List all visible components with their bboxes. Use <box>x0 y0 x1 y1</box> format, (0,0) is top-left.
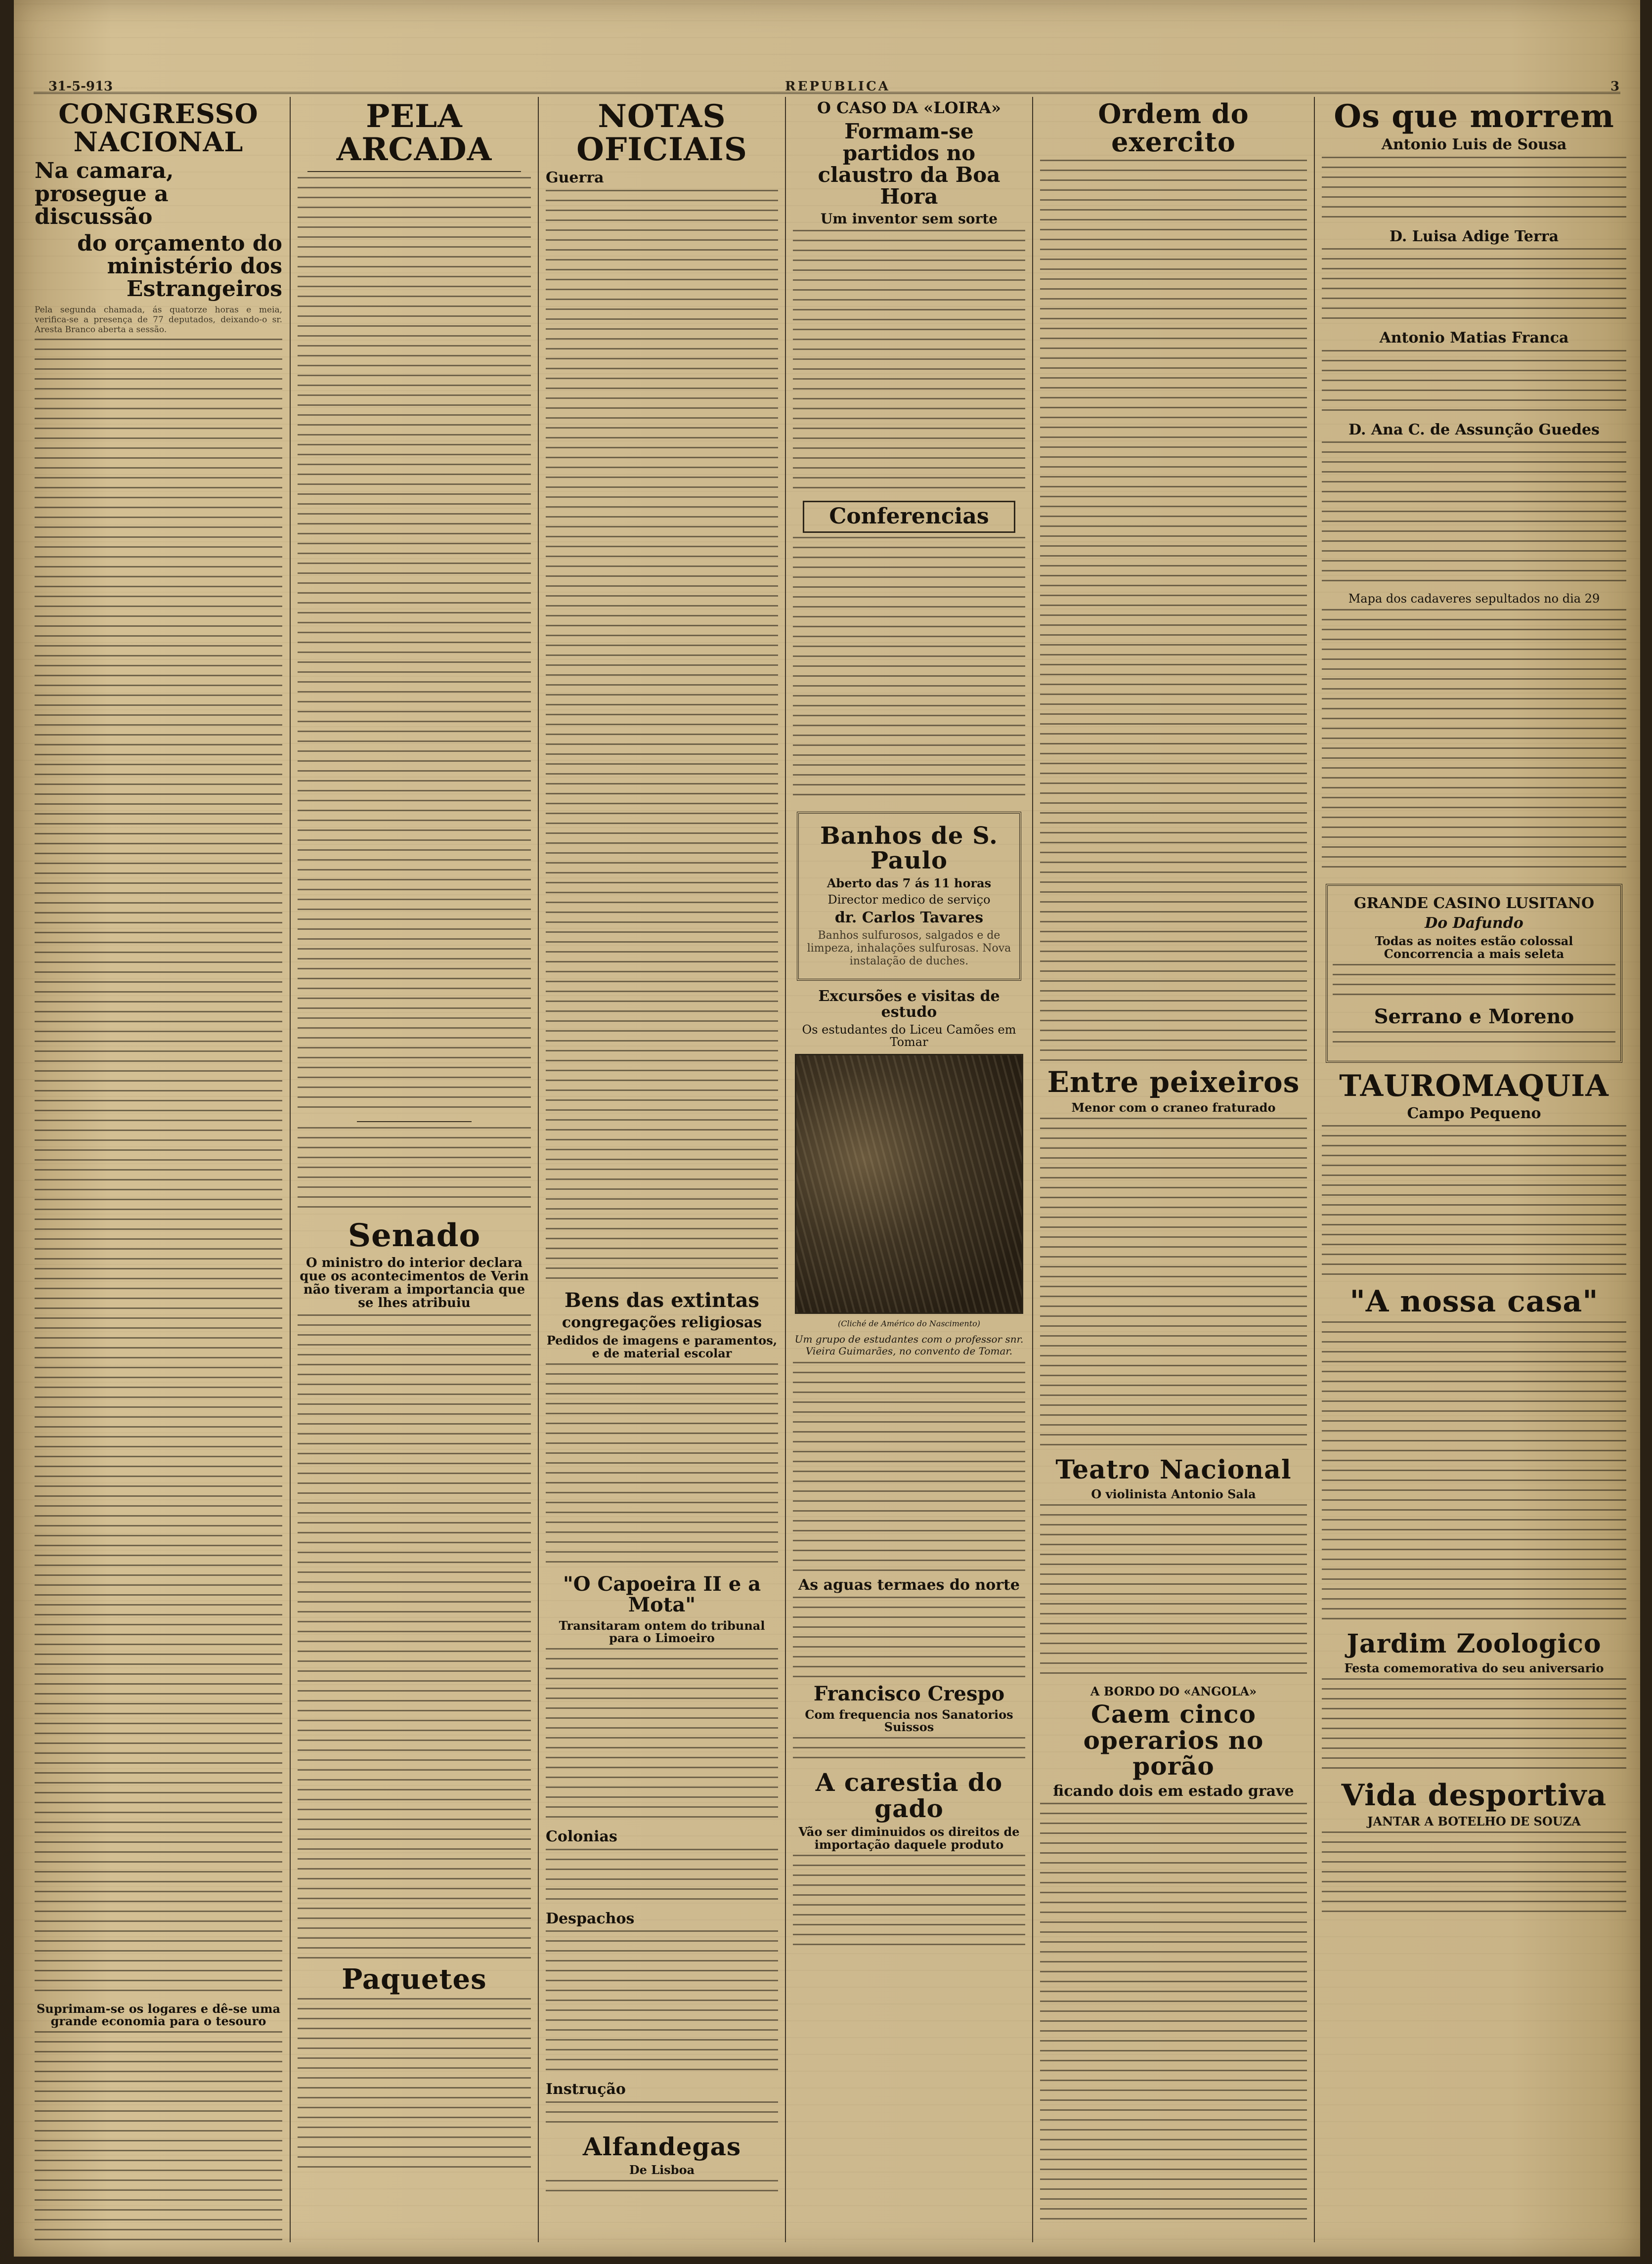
body-text <box>298 1314 531 1962</box>
column-notas-oficiais <box>540 97 784 2242</box>
banhos-hours: Aberto das 7 ás 11 horas <box>826 876 992 891</box>
section-title: CONGRESSO NACIONAL <box>58 98 259 158</box>
tauromaquia-title: TAUROMAQUIA <box>1339 1068 1609 1103</box>
masthead-title: REPUBLICA <box>785 79 890 94</box>
instrucao-heading: Instrução <box>546 2081 626 2098</box>
body-text <box>1322 350 1626 419</box>
body-text <box>1040 1118 1307 1454</box>
body-text <box>1040 1803 1307 2228</box>
carestia-title: A carestia do gado <box>815 1768 1003 1823</box>
column-ordem-exercito <box>1034 97 1313 2242</box>
body-text <box>546 2180 778 2200</box>
headline: Na camara, prosegue a discussão <box>35 158 174 229</box>
body-text <box>793 230 1025 497</box>
alfandegas-subtitle: De Lisboa <box>629 2163 695 2177</box>
students-photo <box>795 1054 1023 1314</box>
banhos-doctor: dr. Carlos Tavares <box>834 909 984 926</box>
zoologico-title: Jardim Zoologico <box>1347 1629 1602 1659</box>
senado-title: Senado <box>348 1217 481 1255</box>
page-number: 3 <box>1610 79 1620 94</box>
obituary-name: Antonio Luis de Sousa <box>1381 136 1567 154</box>
rule <box>357 1121 472 1122</box>
angola-title: Caem cinco operarios no porão <box>1083 1699 1264 1781</box>
bens-title: Bens das extintas <box>564 1288 760 1312</box>
lead-paragraph: Pela segunda chamada, ás quatorze horas e meia, verifica-se a presença de 77 deputados, deixando-o sr. Aresta Branco aberta a sessão. <box>35 305 282 335</box>
body-text <box>793 1597 1025 1681</box>
aguas-title: As aguas termaes do norte <box>798 1576 1020 1594</box>
teatro-title: Teatro Nacional <box>1055 1455 1292 1485</box>
subheadline: Um inventor sem sorte <box>820 210 998 227</box>
senado-subheadline: O ministro do interior declara que os acontecimentos de Verin não tiveram a importancia que se lhes atribuiu <box>300 1255 529 1311</box>
capoeira-title: "O Capoeira II e a Mota" <box>563 1572 761 1616</box>
body-text <box>1322 441 1626 590</box>
colonias-heading: Colonias <box>546 1828 617 1846</box>
bens-subtitle: congregações religiosas <box>562 1313 762 1331</box>
casino-advertisement <box>1326 884 1622 1062</box>
bens-subtitle-2: Pedidos de imagens e paramentos, e de material escolar <box>546 1333 778 1360</box>
peixeiros-title: Entre peixeiros <box>1047 1065 1300 1099</box>
newspaper-page <box>14 0 1640 2257</box>
tauromaquia-subtitle: Campo Pequeno <box>1407 1104 1541 1122</box>
section-title: NOTAS OFICIAIS <box>576 98 747 169</box>
mapa-heading: Mapa dos cadaveres sepultados no dia 29 <box>1348 592 1600 606</box>
photo-caption: Um grupo de estudantes com o professor snr. Vieira Guimarães, no convento de Tomar. <box>794 1333 1024 1357</box>
section-title: Os que morrem <box>1334 98 1614 135</box>
angola-kicker: A BORDO DO «ANGOLA» <box>1090 1684 1257 1699</box>
banhos-advertisement <box>797 812 1021 981</box>
subheadline: Suprimam-se os logares e dê-se uma grande economia para o tesouro <box>36 2001 281 2028</box>
despachos-heading: Despachos <box>546 1910 635 1927</box>
body-text <box>793 1737 1025 1767</box>
body-text <box>1322 1125 1626 1283</box>
desportiva-title: Vida desportiva <box>1341 1778 1607 1813</box>
body-text <box>298 177 531 1116</box>
header-rule <box>34 92 1620 94</box>
excursoes-title: Excursões e visitas de estudo <box>818 988 1000 1021</box>
alfandegas-title: Alfandegas <box>582 2132 741 2161</box>
capoeira-subtitle: Transitaram ontem do tribunal para o Limoeiro <box>559 1618 765 1645</box>
body-text <box>546 1363 778 1571</box>
nossa-casa-title: "A nossa casa" <box>1349 1284 1599 1319</box>
conferencias-title: Conferencias <box>803 501 1015 532</box>
body-text <box>793 1855 1025 1954</box>
obituary-name: D. Ana C. de Assunção Guedes <box>1348 421 1600 438</box>
body-text <box>546 1849 778 1908</box>
column-rule <box>290 97 291 2242</box>
body-text <box>1322 1678 1626 1777</box>
section-title: PELA ARCADA <box>336 98 492 169</box>
banhos-title: Banhos de S. Paulo <box>820 822 998 874</box>
casino-subtitle: Do Dafundo <box>1425 914 1523 932</box>
column-rule <box>1314 97 1315 2242</box>
body-text <box>546 2101 778 2131</box>
body-text <box>35 2031 282 2242</box>
headline: Formam-se partidos no claustro da Boa Hora <box>818 119 1000 209</box>
paquetes-title: Paquetes <box>342 1962 487 1996</box>
body-text <box>35 339 282 2000</box>
obituary-name: D. Luisa Adige Terra <box>1389 227 1559 245</box>
body-text <box>1040 1504 1307 1682</box>
angola-subtitle: ficando dois em estado grave <box>1053 1782 1294 1800</box>
banhos-director: Director medico de serviço <box>827 892 991 907</box>
body-text <box>1322 248 1626 327</box>
casino-act: Serrano e Moreno <box>1374 1004 1574 1028</box>
column-rule <box>785 97 786 2242</box>
casino-text: Todas as noites estão colossal Concorrencia a mais seleta <box>1375 934 1573 961</box>
section-title: O CASO DA «LOIRA» <box>817 98 1001 117</box>
obituary-name: Antonio Matias Franca <box>1379 329 1569 347</box>
casino-title: GRANDE CASINO LUSITANO <box>1353 895 1595 913</box>
body-text <box>1333 1031 1615 1051</box>
body-text <box>1322 1831 1626 1920</box>
headline: do orçamento do ministério dos Estrangeiros <box>77 230 282 302</box>
body-text <box>298 1998 531 2176</box>
carestia-subtitle: Vão ser diminuidos os direitos de importação daquele produto <box>798 1825 1020 1852</box>
column-congresso <box>29 97 288 2242</box>
crespo-title: Francisco Crespo <box>813 1682 1005 1706</box>
body-text <box>298 1127 531 1216</box>
guerra-heading: Guerra <box>546 169 604 187</box>
page-date: 31-5-913 <box>48 79 113 94</box>
column-pela-arcada <box>292 97 537 2242</box>
column-rule <box>538 97 539 2242</box>
body-text <box>1333 964 1615 1003</box>
body-text <box>1322 609 1626 876</box>
body-text <box>1322 1321 1626 1628</box>
column-caso-loira <box>787 97 1031 2242</box>
excursoes-subtitle: Os estudantes do Liceu Camões em Tomar <box>802 1023 1016 1049</box>
peixeiros-subtitle: Menor com o craneo fraturado <box>1071 1100 1276 1115</box>
body-text <box>1040 160 1307 1064</box>
body-text <box>1322 157 1626 226</box>
teatro-subtitle: O violinista Antonio Sala <box>1091 1487 1256 1502</box>
section-title: Ordem do exercito <box>1098 98 1249 158</box>
body-text <box>546 1648 778 1826</box>
body-text <box>546 190 778 1287</box>
column-obituaries <box>1316 97 1632 2242</box>
body-text <box>793 537 1025 804</box>
body-text <box>546 1930 778 2079</box>
crespo-subtitle: Com frequencia nos Sanatorios Suissos <box>805 1707 1013 1735</box>
rule <box>307 171 521 172</box>
zoologico-subtitle: Festa comemorativa do seu aniversario <box>1344 1660 1604 1675</box>
photo-credit: (Cliché de Américo do Nascimento) <box>837 1318 980 1328</box>
column-rule <box>1032 97 1033 2242</box>
desportiva-subtitle: JANTAR A BOTELHO DE SOUZA <box>1367 1814 1581 1829</box>
body-text <box>793 1362 1025 1574</box>
banhos-text: Banhos sulfurosos, salgados e de limpeza, inhalações sulfurosas. Nova instalação de duches. <box>807 929 1011 968</box>
